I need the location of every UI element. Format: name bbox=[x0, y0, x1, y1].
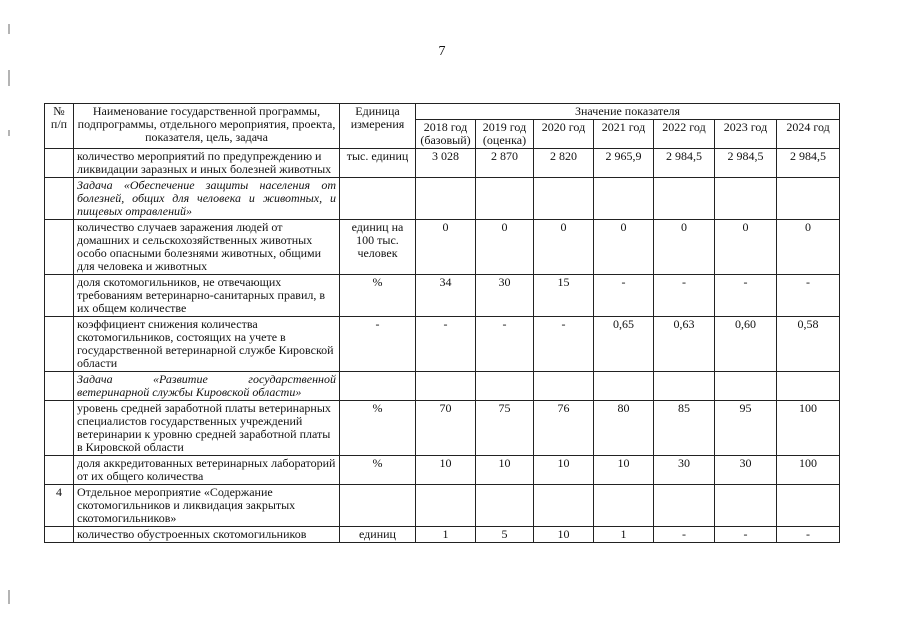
row-num bbox=[45, 317, 74, 372]
row-num bbox=[45, 220, 74, 275]
row-num bbox=[45, 178, 74, 220]
row-value: 10 bbox=[534, 527, 594, 543]
header-year: 2024 год bbox=[777, 120, 840, 149]
row-num bbox=[45, 275, 74, 317]
row-value: 10 bbox=[534, 456, 594, 485]
row-value: 10 bbox=[476, 456, 534, 485]
row-value: - bbox=[534, 317, 594, 372]
row-num bbox=[45, 527, 74, 543]
row-value: 0 bbox=[416, 220, 476, 275]
header-name: Наименование государственной программы, подпрограммы, отдельного мероприятия, проекта, показателя, цель, задача bbox=[74, 104, 340, 149]
row-unit: единиц на 100 тыс. человек bbox=[340, 220, 416, 275]
row-value: 3 028 bbox=[416, 149, 476, 178]
row-indicator-name: количество обустроенных скотомогильников bbox=[74, 527, 340, 543]
row-value: 5 bbox=[476, 527, 534, 543]
row-value bbox=[416, 178, 476, 220]
row-unit: % bbox=[340, 456, 416, 485]
row-value: 10 bbox=[594, 456, 654, 485]
row-value: 70 bbox=[416, 401, 476, 456]
row-value: 2 984,5 bbox=[777, 149, 840, 178]
table-row bbox=[45, 401, 840, 456]
row-value: 30 bbox=[715, 456, 777, 485]
row-value: - bbox=[715, 527, 777, 543]
row-value: 2 984,5 bbox=[654, 149, 715, 178]
row-value: 75 bbox=[476, 401, 534, 456]
row-value bbox=[534, 372, 594, 401]
row-value: - bbox=[654, 527, 715, 543]
header-year: 2020 год bbox=[534, 120, 594, 149]
row-value bbox=[476, 178, 534, 220]
scan-mark bbox=[8, 24, 10, 34]
row-value: 2 965,9 bbox=[594, 149, 654, 178]
table-row bbox=[45, 220, 840, 275]
row-unit: тыс. единиц bbox=[340, 149, 416, 178]
row-num bbox=[45, 456, 74, 485]
row-value: 0 bbox=[594, 220, 654, 275]
row-value bbox=[777, 372, 840, 401]
row-num bbox=[45, 401, 74, 456]
header-year: 2019 год (оценка) bbox=[476, 120, 534, 149]
header-year: 2018 год (базовый) bbox=[416, 120, 476, 149]
row-indicator-name: уровень средней заработной платы ветеринарных специалистов государственных учреждений ветеринарии к уровню средней заработной платы в Кировской области bbox=[74, 401, 340, 456]
header-num: № п/п bbox=[45, 104, 74, 149]
row-indicator-name: Отдельное мероприятие «Содержание скотомогильников и ликвидация закрытых скотомогильников» bbox=[74, 485, 340, 527]
indicator-table bbox=[44, 103, 840, 543]
row-value bbox=[594, 178, 654, 220]
row-value bbox=[654, 485, 715, 527]
row-value: - bbox=[777, 527, 840, 543]
row-value bbox=[594, 372, 654, 401]
row-value bbox=[654, 372, 715, 401]
table-row bbox=[45, 317, 840, 372]
row-value bbox=[534, 178, 594, 220]
row-value bbox=[777, 178, 840, 220]
table-row bbox=[45, 372, 840, 401]
row-value bbox=[715, 485, 777, 527]
scan-mark bbox=[8, 70, 10, 86]
row-value: 2 984,5 bbox=[715, 149, 777, 178]
row-indicator-name: количество мероприятий по предупреждению и ликвидации заразных и иных болезней животных bbox=[74, 149, 340, 178]
row-value: 30 bbox=[654, 456, 715, 485]
row-value bbox=[416, 372, 476, 401]
row-value bbox=[715, 178, 777, 220]
row-indicator-name: количество случаев заражения людей от домашних и сельскохозяйственных животных особо опасными болезнями животных, общими для человека и животных bbox=[74, 220, 340, 275]
table-row bbox=[45, 149, 840, 178]
row-value: 0,65 bbox=[594, 317, 654, 372]
row-value bbox=[476, 485, 534, 527]
row-value: 1 bbox=[594, 527, 654, 543]
row-value: 0,60 bbox=[715, 317, 777, 372]
row-num bbox=[45, 372, 74, 401]
header-year: 2022 год bbox=[654, 120, 715, 149]
row-value: - bbox=[416, 317, 476, 372]
row-value: 1 bbox=[416, 527, 476, 543]
row-task-name: Задача «Развитие государственной ветеринарной службы Кировской области» bbox=[74, 372, 340, 401]
row-value bbox=[715, 372, 777, 401]
row-value: 100 bbox=[777, 401, 840, 456]
row-unit: % bbox=[340, 401, 416, 456]
row-value: 15 bbox=[534, 275, 594, 317]
header-year: 2021 год bbox=[594, 120, 654, 149]
header-year: 2023 год bbox=[715, 120, 777, 149]
row-indicator-name: доля аккредитованных ветеринарных лабораторий от их общего количества bbox=[74, 456, 340, 485]
row-unit: единиц bbox=[340, 527, 416, 543]
row-value bbox=[594, 485, 654, 527]
row-value: 34 bbox=[416, 275, 476, 317]
row-unit: % bbox=[340, 275, 416, 317]
table-row bbox=[45, 275, 840, 317]
scan-mark bbox=[8, 590, 10, 604]
row-value bbox=[416, 485, 476, 527]
row-value: - bbox=[654, 275, 715, 317]
row-unit bbox=[340, 178, 416, 220]
page-number: 7 bbox=[438, 44, 446, 59]
row-value: 95 bbox=[715, 401, 777, 456]
header-values-group: Значение показателя bbox=[416, 104, 840, 120]
header-unit: Единица измерения bbox=[340, 104, 416, 149]
row-value: 0 bbox=[715, 220, 777, 275]
row-value: 85 bbox=[654, 401, 715, 456]
row-unit: - bbox=[340, 317, 416, 372]
row-value: 30 bbox=[476, 275, 534, 317]
table-row bbox=[45, 485, 840, 527]
row-value: 0 bbox=[654, 220, 715, 275]
row-value: 76 bbox=[534, 401, 594, 456]
row-value: 0,58 bbox=[777, 317, 840, 372]
scan-mark bbox=[8, 130, 10, 136]
table-row bbox=[45, 456, 840, 485]
row-value: 0 bbox=[777, 220, 840, 275]
row-num: 4 bbox=[45, 485, 74, 527]
row-value: 80 bbox=[594, 401, 654, 456]
row-task-name: Задача «Обеспечение защиты населения от болезней, общих для человека и животных, и пищевых отравлений» bbox=[74, 178, 340, 220]
row-value: 100 bbox=[777, 456, 840, 485]
row-value: - bbox=[476, 317, 534, 372]
row-unit bbox=[340, 372, 416, 401]
row-indicator-name: доля скотомогильников, не отвечающих требованиям ветеринарно-санитарных правил, в их общем количестве bbox=[74, 275, 340, 317]
row-value: 0,63 bbox=[654, 317, 715, 372]
row-value: 0 bbox=[476, 220, 534, 275]
row-value: - bbox=[594, 275, 654, 317]
row-value: 2 870 bbox=[476, 149, 534, 178]
table-row bbox=[45, 527, 840, 543]
row-value bbox=[654, 178, 715, 220]
row-value: - bbox=[715, 275, 777, 317]
row-value: - bbox=[777, 275, 840, 317]
row-indicator-name: коэффициент снижения количества скотомогильников, состоящих на учете в государственной ветеринарной службе Кировской области bbox=[74, 317, 340, 372]
row-value: 0 bbox=[534, 220, 594, 275]
table-row bbox=[45, 178, 840, 220]
row-value bbox=[777, 485, 840, 527]
row-num bbox=[45, 149, 74, 178]
row-unit bbox=[340, 485, 416, 527]
row-value bbox=[534, 485, 594, 527]
row-value: 2 820 bbox=[534, 149, 594, 178]
row-value: 10 bbox=[416, 456, 476, 485]
row-value bbox=[476, 372, 534, 401]
